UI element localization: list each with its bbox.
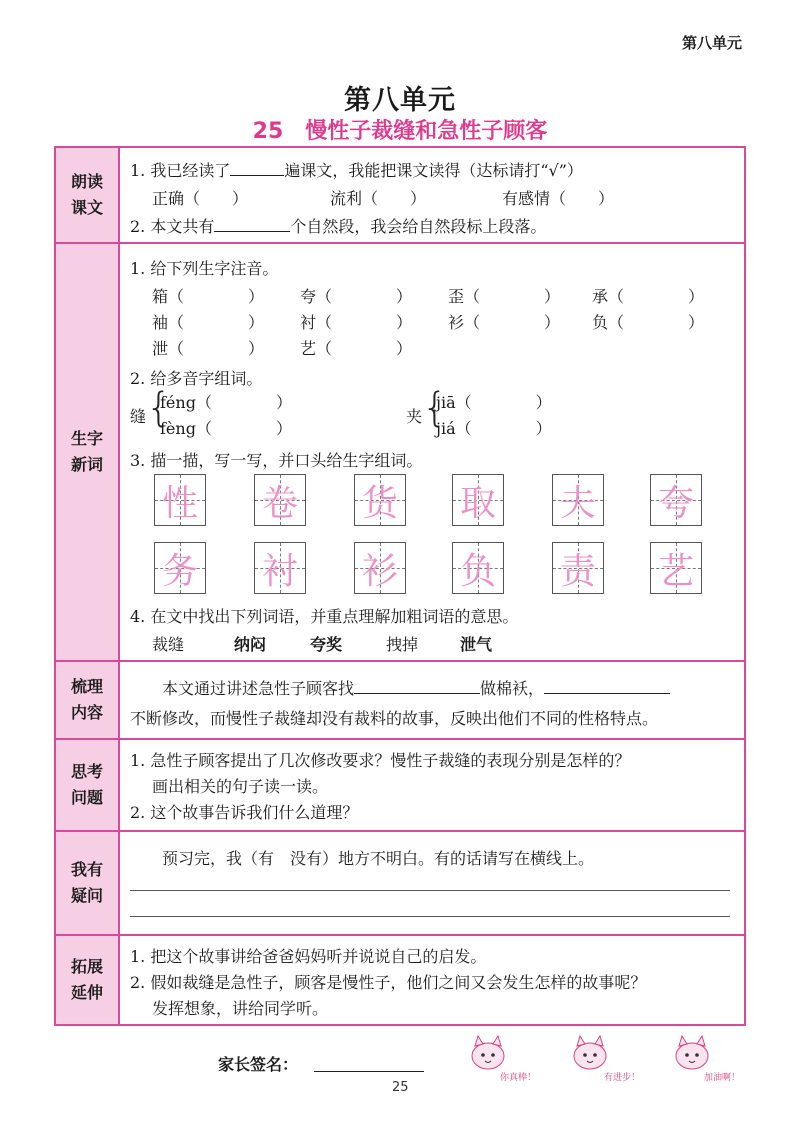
- pinyin-item[interactable]: 衫（ ）: [448, 313, 561, 332]
- word-item-bold: 夸奖: [310, 635, 343, 654]
- polyphone-char: 夹: [406, 407, 423, 426]
- trace-char: 夸: [657, 482, 694, 524]
- fill-blank[interactable]: [230, 161, 284, 176]
- question-text: 2. 本文共有: [130, 217, 215, 236]
- trace-char: 卷: [261, 482, 298, 524]
- question-1: 1. 急性子顾客提出了几次修改要求？慢性子裁缝的表现分别是怎样的？: [130, 751, 631, 770]
- lesson-name: 慢性子裁缝和急性子顾客: [305, 119, 548, 144]
- trace-grid[interactable]: [650, 474, 702, 526]
- question-1: 1. 把这个故事讲给爸爸妈妈听并说说自己的启发。: [130, 947, 487, 966]
- label-line: 拓展: [70, 957, 103, 976]
- section-label: [56, 740, 120, 830]
- fill-blank[interactable]: [214, 217, 290, 232]
- question-3: 3. 描一描，写一写，并口头给生字组词。: [130, 451, 423, 470]
- polyphone-char: 缝: [130, 407, 147, 426]
- label-line: 生字: [70, 429, 103, 448]
- pinyin-item[interactable]: 负（ ）: [592, 313, 705, 332]
- trace-char: 性: [161, 482, 198, 524]
- section-sort: [56, 662, 744, 740]
- pinyin-item[interactable]: 承（ ）: [592, 287, 705, 306]
- sticker-caption: 你真棒！: [500, 1073, 537, 1083]
- parent-signature-label: 家长签名：: [218, 1055, 299, 1074]
- trace-char: 夫: [559, 482, 596, 524]
- fill-blank[interactable]: [354, 679, 480, 694]
- pinyin-item[interactable]: 泄（ ）: [152, 339, 265, 358]
- answer-line[interactable]: [130, 890, 730, 891]
- section-label: [56, 832, 120, 934]
- pinyin-item[interactable]: 艺（ ）: [300, 339, 413, 358]
- question-text: 1. 我已经读了: [130, 161, 231, 180]
- trace-grid[interactable]: [552, 542, 604, 594]
- trace-grid[interactable]: [650, 542, 702, 594]
- section-think: [56, 740, 744, 832]
- question-1-cont: 画出相关的句子读一读。: [152, 777, 329, 796]
- trace-char: 衫: [361, 550, 398, 592]
- brace-icon: {: [422, 385, 448, 431]
- section-label: [56, 244, 120, 660]
- option-fluent[interactable]: 流利（ ）: [330, 189, 427, 208]
- summary-text: 本文通过讲述急性子顾客找: [162, 679, 355, 698]
- polyphone-reading[interactable]: féng（ ）: [160, 393, 292, 412]
- trace-grid[interactable]: [354, 542, 406, 594]
- signature-line[interactable]: [314, 1071, 424, 1072]
- trace-grid[interactable]: [154, 542, 206, 594]
- trace-grid[interactable]: [552, 474, 604, 526]
- pinyin-item[interactable]: 衬（ ）: [300, 313, 413, 332]
- section-chars: [56, 244, 744, 662]
- pinyin-item[interactable]: 袖（ ）: [152, 313, 265, 332]
- question-text: 个自然段，我会给自然段标上段落。: [290, 217, 547, 236]
- label-line: 内容: [70, 703, 103, 722]
- running-header: 第八单元: [681, 34, 742, 52]
- trace-grid[interactable]: [154, 474, 206, 526]
- question-2-cont: 发挥想象，讲给同学听。: [152, 999, 329, 1018]
- lesson-number: 25: [252, 119, 284, 144]
- polyphone-reading[interactable]: fèng（ ）: [160, 419, 292, 438]
- question-2: 2. 这个故事告诉我们什么道理？: [130, 803, 359, 822]
- worksheet-table: [54, 146, 746, 1026]
- label-line: 新词: [70, 455, 103, 474]
- option-correct[interactable]: 正确（ ）: [152, 189, 249, 208]
- word-item-bold: 泄气: [460, 635, 493, 654]
- summary-text: 做棉袄，: [480, 679, 545, 698]
- trace-grid[interactable]: [452, 474, 504, 526]
- label-line: 我有: [70, 860, 103, 879]
- question-2: 2. 给多音字组词。: [130, 369, 263, 388]
- pinyin-item[interactable]: 歪（ ）: [448, 287, 561, 306]
- label-line: 问题: [70, 788, 103, 807]
- trace-char: 货: [361, 482, 398, 524]
- lesson-title: [0, 114, 800, 145]
- pinyin-item[interactable]: 箱（ ）: [152, 287, 265, 306]
- page-title: 第八单元: [344, 85, 456, 116]
- question-4: 4. 在文中找出下列词语，并重点理解加粗词语的意思。: [130, 607, 519, 626]
- label-line: 梳理: [70, 677, 103, 696]
- trace-grid[interactable]: [354, 474, 406, 526]
- answer-line[interactable]: [130, 916, 730, 917]
- sticker-caption: 加油啊！: [704, 1073, 741, 1083]
- trace-char: 务: [161, 550, 198, 592]
- trace-char: 衬: [261, 550, 298, 592]
- label-line: 朗读: [70, 172, 103, 191]
- section-read: [56, 148, 744, 244]
- section-label: [56, 148, 120, 242]
- ask-prompt: 预习完，我（有 没有）地方不明白。有的话请写在横线上。: [162, 849, 595, 868]
- section-label: [56, 936, 120, 1024]
- word-item: 拽掉: [386, 635, 419, 654]
- summary-line: 不断修改，而慢性子裁缝却没有裁料的故事，反映出他们不同的性格特点。: [130, 709, 659, 728]
- trace-char: 取: [459, 482, 496, 524]
- label-line: 延伸: [70, 983, 103, 1002]
- summary-line: [162, 676, 670, 699]
- section-extend: [56, 936, 744, 1024]
- option-expressive[interactable]: 有感情（ ）: [502, 189, 615, 208]
- question-2: 2. 假如裁缝是急性子，顾客是慢性子，他们之间又会发生怎样的故事呢？: [130, 973, 647, 992]
- label-line: 疑问: [70, 886, 103, 905]
- pinyin-item[interactable]: 夸（ ）: [300, 287, 413, 306]
- question-2: [130, 214, 546, 237]
- brace-icon: {: [146, 385, 172, 431]
- word-item: 裁缝: [152, 635, 185, 654]
- trace-grid[interactable]: [254, 542, 306, 594]
- polyphone-reading[interactable]: jiá（ ）: [436, 419, 552, 438]
- section-ask: [56, 832, 744, 936]
- question-text: 遍课文，我能把课文读得（达标请打“√”）: [284, 161, 583, 180]
- polyphone-reading[interactable]: jiā（ ）: [436, 393, 552, 412]
- trace-char: 负: [459, 550, 496, 592]
- section-label: [56, 662, 120, 738]
- page-number: 25: [392, 1080, 409, 1095]
- trace-char: 艺: [657, 550, 694, 592]
- question-1: [130, 158, 583, 181]
- trace-char: 责: [559, 550, 596, 592]
- fill-blank[interactable]: [544, 679, 670, 694]
- sticker-caption: 有进步！: [604, 1073, 641, 1083]
- trace-grid[interactable]: [254, 474, 306, 526]
- word-item-bold: 纳闷: [234, 635, 267, 654]
- label-line: 课文: [70, 198, 103, 217]
- question-1: 1. 给下列生字注音。: [130, 259, 279, 278]
- label-line: 思考: [70, 762, 103, 781]
- trace-grid[interactable]: [452, 542, 504, 594]
